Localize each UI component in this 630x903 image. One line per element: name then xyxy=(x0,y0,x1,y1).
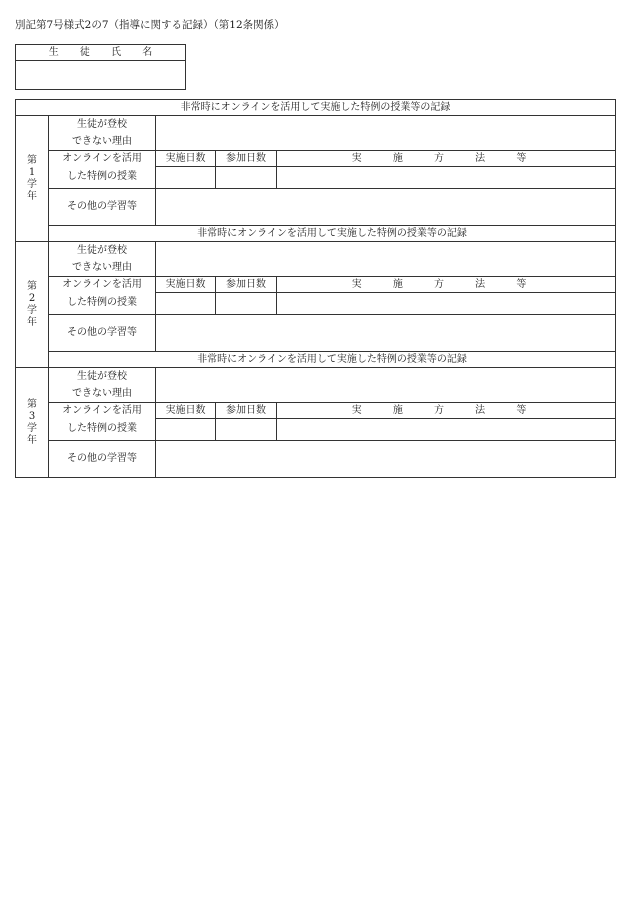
grade-label-number: 3 xyxy=(28,410,36,422)
online-lesson-label-line1: オンラインを活用 xyxy=(49,277,156,293)
student-name-box xyxy=(15,44,186,90)
method-field[interactable] xyxy=(277,419,616,441)
grade-label-number: 1 xyxy=(28,166,36,178)
days-attended-field[interactable] xyxy=(216,293,277,315)
other-learning-field[interactable] xyxy=(156,315,616,352)
days-attended-header: 参加日数 xyxy=(216,277,277,293)
reason-label-line1: 生徒が登校 xyxy=(49,116,156,134)
days-held-header: 実施日数 xyxy=(156,403,216,419)
days-attended-field[interactable] xyxy=(216,419,277,441)
days-held-field[interactable] xyxy=(156,419,216,441)
days-attended-header: 参加日数 xyxy=(216,151,277,167)
days-attended-field[interactable] xyxy=(216,167,277,189)
reason-field[interactable] xyxy=(156,368,616,403)
section-header: 非常時にオンラインを活用して実施した特例の授業等の記録 xyxy=(49,352,616,368)
reason-label-line1: 生徒が登校 xyxy=(49,242,156,260)
method-header: 実 施 方 法 等 xyxy=(277,151,616,167)
grade-label-char: 年 xyxy=(27,434,37,446)
reason-label-line2: できない理由 xyxy=(49,259,156,277)
document-title: 別記第7号様式2の7（指導に関する記録）（第12条関係） xyxy=(15,19,285,31)
other-learning-field[interactable] xyxy=(156,189,616,226)
method-header: 実 施 方 法 等 xyxy=(277,403,616,419)
days-attended-header: 参加日数 xyxy=(216,403,277,419)
reason-field[interactable] xyxy=(156,116,616,151)
grade-label-char: 学 xyxy=(27,422,37,434)
grade-label-char: 学 xyxy=(27,304,37,316)
section-header: 非常時にオンラインを活用して実施した特例の授業等の記録 xyxy=(16,100,616,116)
online-lesson-label-line1: オンラインを活用 xyxy=(49,403,156,419)
method-field[interactable] xyxy=(277,293,616,315)
other-learning-label: その他の学習等 xyxy=(49,441,156,478)
online-lesson-label-line2: した特例の授業 xyxy=(49,293,156,315)
days-held-field[interactable] xyxy=(156,167,216,189)
method-field[interactable] xyxy=(277,167,616,189)
grade-label-char: 第 xyxy=(27,398,37,410)
method-header: 実 施 方 法 等 xyxy=(277,277,616,293)
grade-label xyxy=(16,242,49,368)
online-special-lesson-record-table xyxy=(15,99,616,478)
grade-label xyxy=(16,116,49,242)
reason-label-line2: できない理由 xyxy=(49,385,156,403)
grade-label xyxy=(16,368,49,478)
grade-label-number: 2 xyxy=(28,292,36,304)
online-lesson-label-line2: した特例の授業 xyxy=(49,419,156,441)
other-learning-field[interactable] xyxy=(156,441,616,478)
grade-label-char: 学 xyxy=(27,178,37,190)
days-held-field[interactable] xyxy=(156,293,216,315)
days-held-header: 実施日数 xyxy=(156,277,216,293)
grade-label-char: 年 xyxy=(27,190,37,202)
days-held-header: 実施日数 xyxy=(156,151,216,167)
online-lesson-label-line1: オンラインを活用 xyxy=(49,151,156,167)
reason-label-line1: 生徒が登校 xyxy=(49,368,156,386)
student-name-label: 生 徒 氏 名 xyxy=(16,45,185,61)
section-header: 非常時にオンラインを活用して実施した特例の授業等の記録 xyxy=(49,226,616,242)
grade-label-char: 第 xyxy=(27,280,37,292)
reason-field[interactable] xyxy=(156,242,616,277)
reason-label-line2: できない理由 xyxy=(49,133,156,151)
online-lesson-label-line2: した特例の授業 xyxy=(49,167,156,189)
other-learning-label: その他の学習等 xyxy=(49,189,156,226)
other-learning-label: その他の学習等 xyxy=(49,315,156,352)
grade-label-char: 第 xyxy=(27,154,37,166)
grade-label-char: 年 xyxy=(27,316,37,328)
